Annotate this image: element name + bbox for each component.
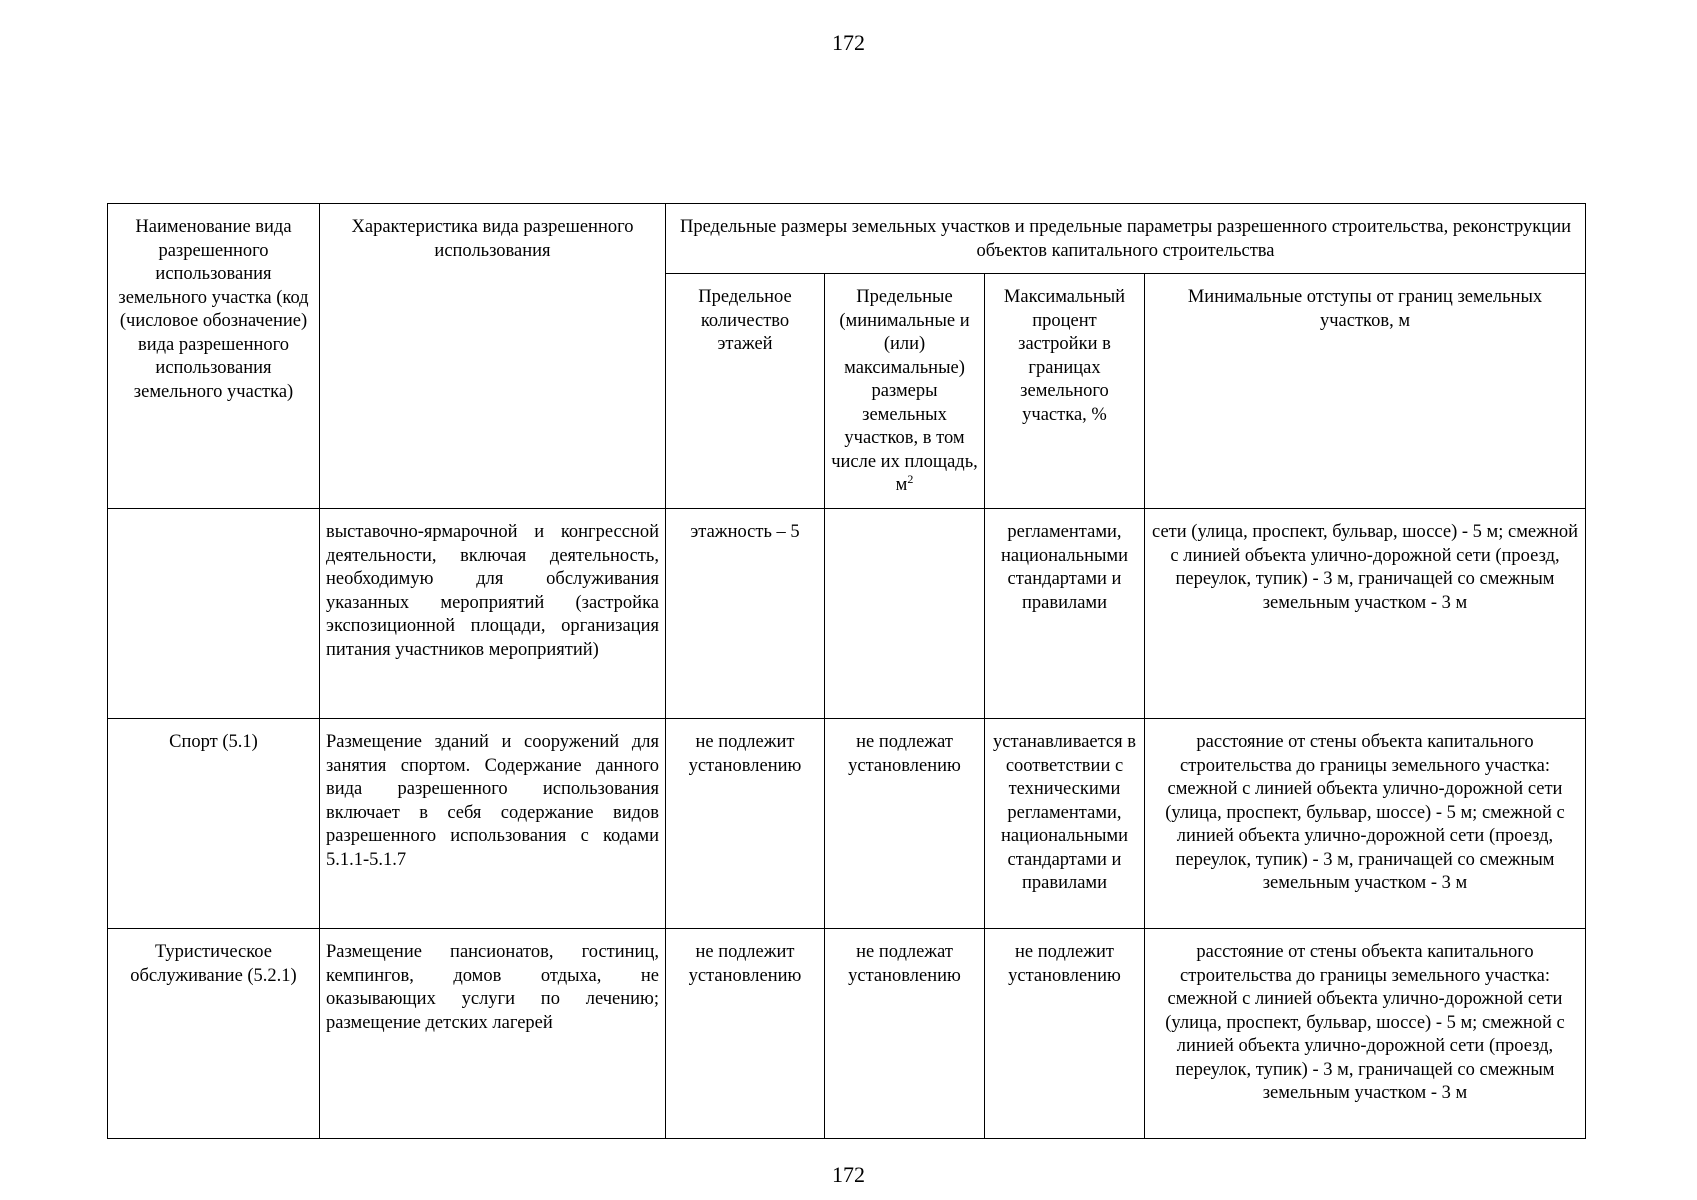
cell-percent: регламентами, национальными стандартами и правилами — [985, 509, 1145, 719]
page-number-bottom: 172 — [832, 1162, 865, 1187]
header-sizes-sup: 2 — [907, 471, 914, 486]
cell-setbacks: сети (улица, проспект, бульвар, шоссе) - 5 м; смежной с линией объекта улично-дорожной сети (проезд, переулок, тупик) - 3 м, граничащей со смежным земельным участком - 3 м — [1145, 509, 1586, 719]
cell-name: Спорт (5.1) — [108, 719, 320, 929]
cell-floors: не подлежит установлению — [666, 929, 825, 1139]
header-sizes — [825, 274, 985, 509]
cell-characteristic: Размещение пансионатов, гостиниц, кемпингов, домов отдыха, не оказывающих услуги по лечению; размещение детских лагерей — [320, 929, 666, 1139]
table-header — [108, 204, 1586, 509]
header-setbacks: Минимальные отступы от границ земельных участков, м — [1145, 274, 1586, 509]
table-row — [108, 719, 1586, 929]
cell-name: Туристическое обслуживание (5.2.1) — [108, 929, 320, 1139]
cell-characteristic: Размещение зданий и сооружений для занятия спортом. Содержание данного вида разрешенного использования включает в себя содержание видов разрешенного использования с кодами 5.1.1-5.1.7 — [320, 719, 666, 929]
cell-floors: не подлежит установлению — [666, 719, 825, 929]
page-number-top: 172 — [832, 30, 865, 55]
header-sizes-text: Предельные (минимальные и (или) максимальные) размеры земельных участков, в том числе их площадь, м — [831, 287, 978, 495]
cell-characteristic: выставочно-ярмарочной и конгрессной деятельности, включая деятельность, необходимую для обслуживания указанных мероприятий (застройка экспозиционной площади, организация питания участников мероприятий) — [320, 509, 666, 719]
cell-sizes: не подлежат установлению — [825, 929, 985, 1139]
cell-name — [108, 509, 320, 719]
table-row — [108, 929, 1586, 1139]
header-group-title: Предельные размеры земельных участков и предельные параметры разрешенного строительства, реконструкции объектов капитального строительства — [666, 204, 1586, 274]
header-percent: Максимальный процент застройки в границах земельного участка, % — [985, 274, 1145, 509]
regulations-table — [107, 203, 1586, 1139]
header-characteristic: Характеристика вида разрешенного использования — [320, 204, 666, 509]
cell-percent: устанавливается в соответствии с техническими регламентами, национальными стандартами и правилами — [985, 719, 1145, 929]
header-floors: Предельное количество этажей — [666, 274, 825, 509]
cell-sizes: не подлежат установлению — [825, 719, 985, 929]
cell-floors: этажность – 5 — [666, 509, 825, 719]
cell-sizes — [825, 509, 985, 719]
header-name: Наименование вида разрешенного использования земельного участка (код (числовое обозначение) вида разрешенного использования земельного участка) — [108, 204, 320, 509]
cell-setbacks: расстояние от стены объекта капитального строительства до границы земельного участка: смежной с линией объекта улично-дорожной сети (улица, проспект, бульвар, шоссе) - 5 м; смежной с линией объекта улично-дорожной сети (проезд, переулок, тупик) - 3 м, граничащей со смежным земельным участком - 3 м — [1145, 929, 1586, 1139]
table-row — [108, 509, 1586, 719]
cell-setbacks: расстояние от стены объекта капитального строительства до границы земельного участка: смежной с линией объекта улично-дорожной сети (улица, проспект, бульвар, шоссе) - 5 м; смежной с линией объекта улично-дорожной сети (проезд, переулок, тупик) - 3 м, граничащей со смежным земельным участком - 3 м — [1145, 719, 1586, 929]
cell-percent: не подлежит установлению — [985, 929, 1145, 1139]
